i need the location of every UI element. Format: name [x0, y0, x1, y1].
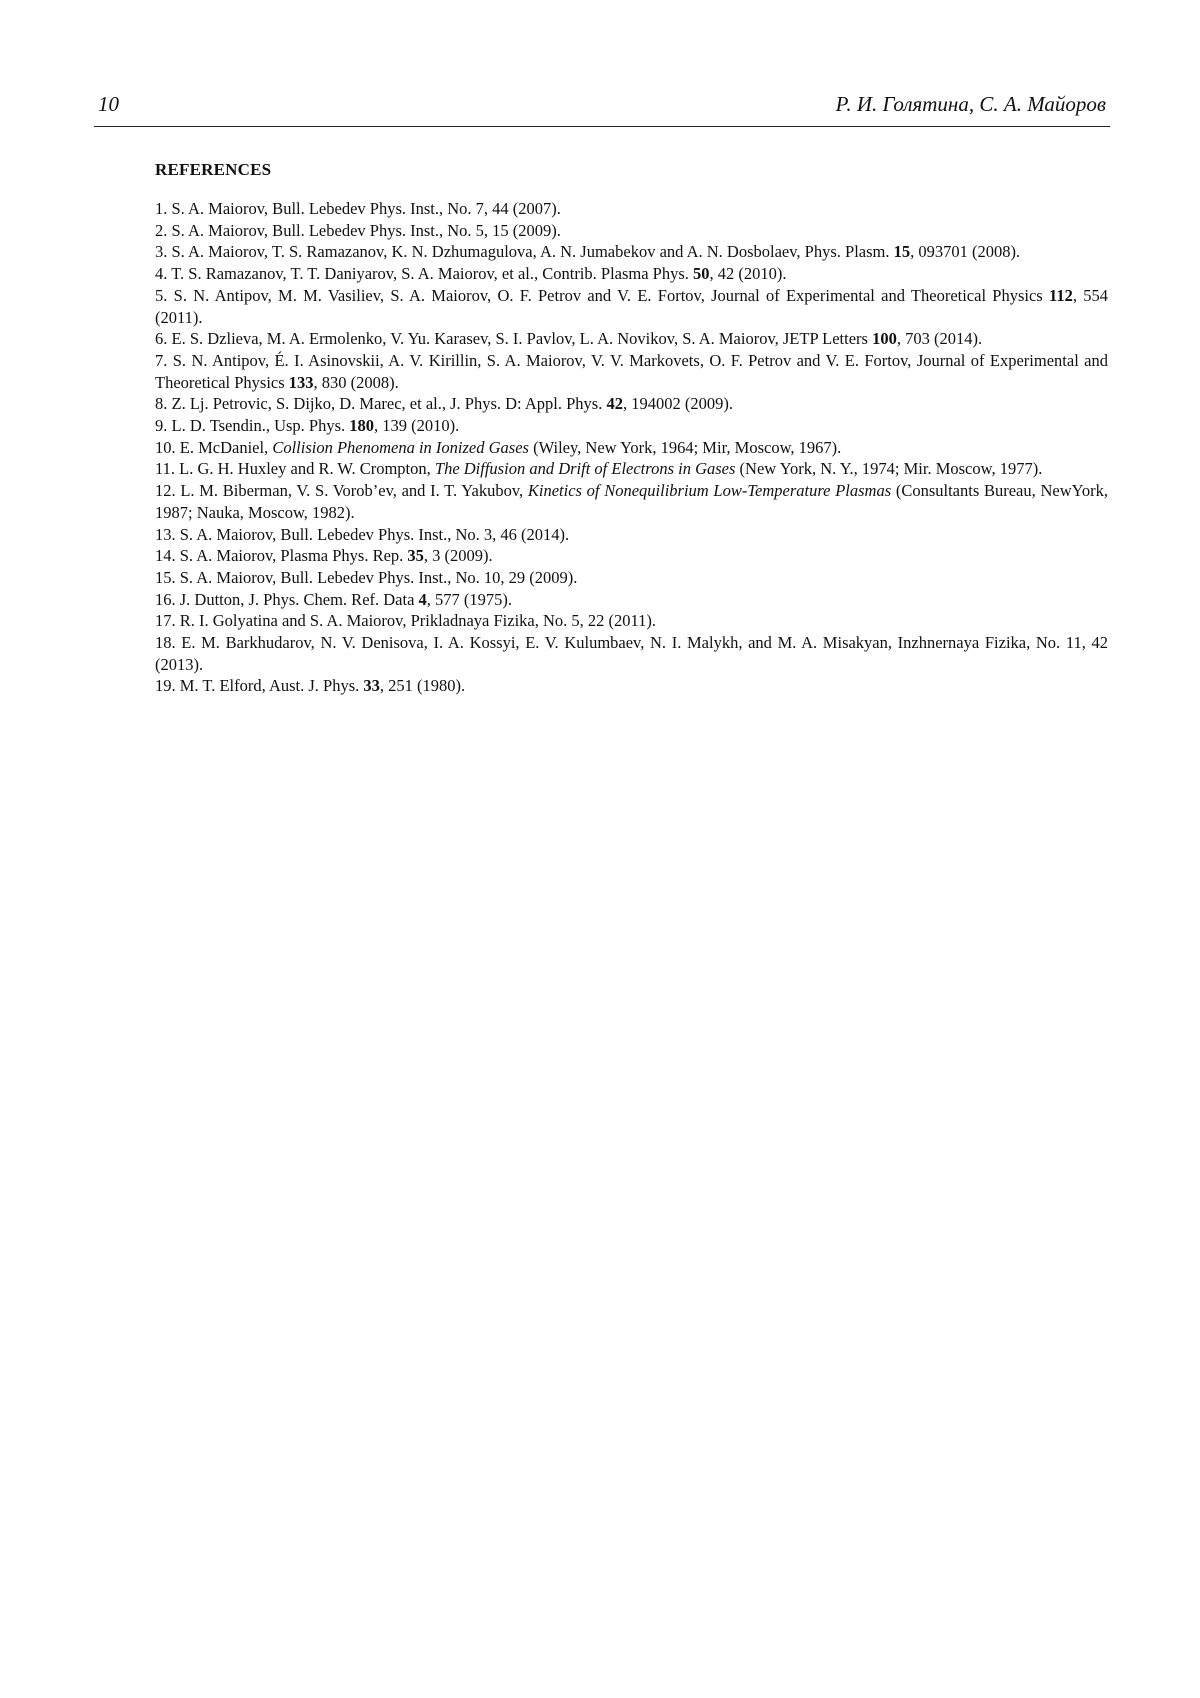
- volume-number: 50: [693, 264, 710, 284]
- reference-text: 12. L. M. Biberman, V. S. Vorob’ev, and I. T. Yakubov,: [155, 481, 528, 501]
- reference-item: [155, 632, 1108, 675]
- reference-text: 17. R. I. Golyatina and S. A. Maiorov, Prikladnaya Fizika, No. 5, 22 (2011).: [155, 611, 657, 631]
- reference-text: (New York, N. Y., 1974; Mir. Moscow, 1977).: [735, 459, 1043, 479]
- book-title: Collision Phenomena in Ionized Gases: [272, 437, 529, 457]
- reference-item: [155, 524, 1108, 546]
- page-number: 10: [98, 92, 119, 116]
- volume-number: 112: [1049, 285, 1073, 305]
- reference-text: 4. T. S. Ramazanov, T. T. Daniyarov, S. A. Maiorov, et al., Contrib. Plasma Phys.: [155, 264, 694, 284]
- reference-text: 1. S. A. Maiorov, Bull. Lebedev Phys. Inst., No. 7, 44 (2007).: [155, 199, 561, 218]
- reference-item: [155, 220, 1108, 242]
- book-title: Kinetics of Nonequilibrium Low-Temperature Plasmas: [527, 481, 892, 501]
- volume-number: 33: [363, 676, 380, 696]
- reference-text: , 703 (2014).: [896, 329, 983, 349]
- reference-item: [155, 589, 1108, 611]
- reference-text: 3. S. A. Maiorov, T. S. Ramazanov, K. N. Dzhumagulova, A. N. Jumabekov and A. N. Dosbolaev, Phys. Plasm.: [155, 242, 894, 262]
- reference-text: 14. S. A. Maiorov, Plasma Phys. Rep.: [155, 546, 408, 566]
- reference-text: 2. S. A. Maiorov, Bull. Lebedev Phys. Inst., No. 5, 15 (2009).: [155, 220, 561, 240]
- volume-number: 180: [349, 416, 375, 436]
- reference-text: 5. S. N. Antipov, M. M. Vasiliev, S. A. Maiorov, O. F. Petrov and V. E. Fortov, Journal of Experimental and Theoretical Physics: [155, 285, 1050, 305]
- reference-text: , 577 (1975).: [426, 589, 513, 609]
- reference-item: [155, 328, 1108, 350]
- reference-text: , 139 (2010).: [374, 416, 460, 436]
- volume-number: 133: [288, 372, 314, 392]
- references-heading: REFERENCES: [155, 160, 272, 179]
- reference-text: 8. Z. Lj. Petrovic, S. Dijko, D. Marec, et al., J. Phys. D: Appl. Phys.: [155, 394, 607, 414]
- reference-item: [155, 545, 1108, 567]
- reference-text: , 3 (2009).: [423, 546, 493, 566]
- references-section: [155, 160, 1108, 697]
- reference-text: 13. S. A. Maiorov, Bull. Lebedev Phys. Inst., No. 3, 46 (2014).: [155, 524, 570, 544]
- book-title: The Diffusion and Drift of Electrons in Gases: [434, 459, 736, 479]
- reference-text: 15. S. A. Maiorov, Bull. Lebedev Phys. Inst., No. 10, 29 (2009).: [155, 567, 578, 587]
- reference-text: , 830 (2008).: [313, 372, 399, 392]
- reference-item: [155, 675, 1108, 697]
- page-header: [94, 88, 1110, 127]
- reference-text: 10. E. McDaniel,: [155, 437, 273, 457]
- reference-item: [155, 198, 1108, 220]
- volume-number: 42: [606, 394, 623, 414]
- reference-item: [155, 567, 1108, 589]
- volume-number: 4: [418, 589, 427, 609]
- reference-item: [155, 263, 1108, 285]
- reference-text: (Wiley, New York, 1964; Mir, Moscow, 1967).: [528, 437, 842, 457]
- reference-text: , 251 (1980).: [379, 676, 466, 696]
- reference-text: 9. L. D. Tsendin., Usp. Phys.: [155, 416, 350, 436]
- volume-number: 15: [893, 242, 911, 262]
- reference-text: , 093701 (2008).: [910, 242, 1021, 262]
- reference-item: [155, 285, 1108, 328]
- volume-number: 35: [407, 546, 424, 566]
- reference-text: 19. M. T. Elford, Aust. J. Phys.: [155, 676, 364, 696]
- reference-text: , 42 (2010).: [709, 264, 787, 284]
- reference-text: 16. J. Dutton, J. Phys. Chem. Ref. Data: [155, 589, 419, 609]
- reference-text: 7. S. N. Antipov, É. I. Asinovskii, A. V. Kirillin, S. A. Maiorov, V. V. Markovets, O. F. Petrov and V. E. Fortov, Journal of Experimental and Theoretical Physics: [155, 350, 1108, 392]
- reference-item: [155, 393, 1108, 415]
- reference-item: [155, 350, 1108, 393]
- reference-text: , 554 (2011).: [155, 285, 1109, 327]
- reference-item: [155, 437, 1108, 459]
- volume-number: 100: [872, 329, 897, 349]
- reference-text: (Consultants Bureau, NewYork, 1987; Nauka, Moscow, 1982).: [155, 481, 1109, 522]
- reference-item: [155, 241, 1108, 263]
- reference-list: [155, 198, 1108, 697]
- running-head-authors: Р. И. Голятина, С. А. Майоров: [835, 92, 1106, 116]
- reference-text: 18. E. M. Barkhudarov, N. V. Denisova, I. A. Kossyi, E. V. Kulumbaev, N. I. Malykh, and M. A. Misakyan, Inzhnernaya Fizika, No. 11, 42 (2013).: [155, 633, 1108, 674]
- reference-item: [155, 415, 1108, 437]
- reference-text: 11. L. G. H. Huxley and R. W. Crompton,: [155, 459, 435, 479]
- reference-item: [155, 458, 1108, 480]
- reference-item: [155, 480, 1108, 523]
- reference-text: 6. E. S. Dzlieva, M. A. Ermolenko, V. Yu. Karasev, S. I. Pavlov, L. A. Novikov, S. A. Maiorov, JETP Letters: [155, 329, 873, 349]
- reference-text: , 194002 (2009).: [622, 394, 733, 414]
- reference-item: [155, 610, 1108, 632]
